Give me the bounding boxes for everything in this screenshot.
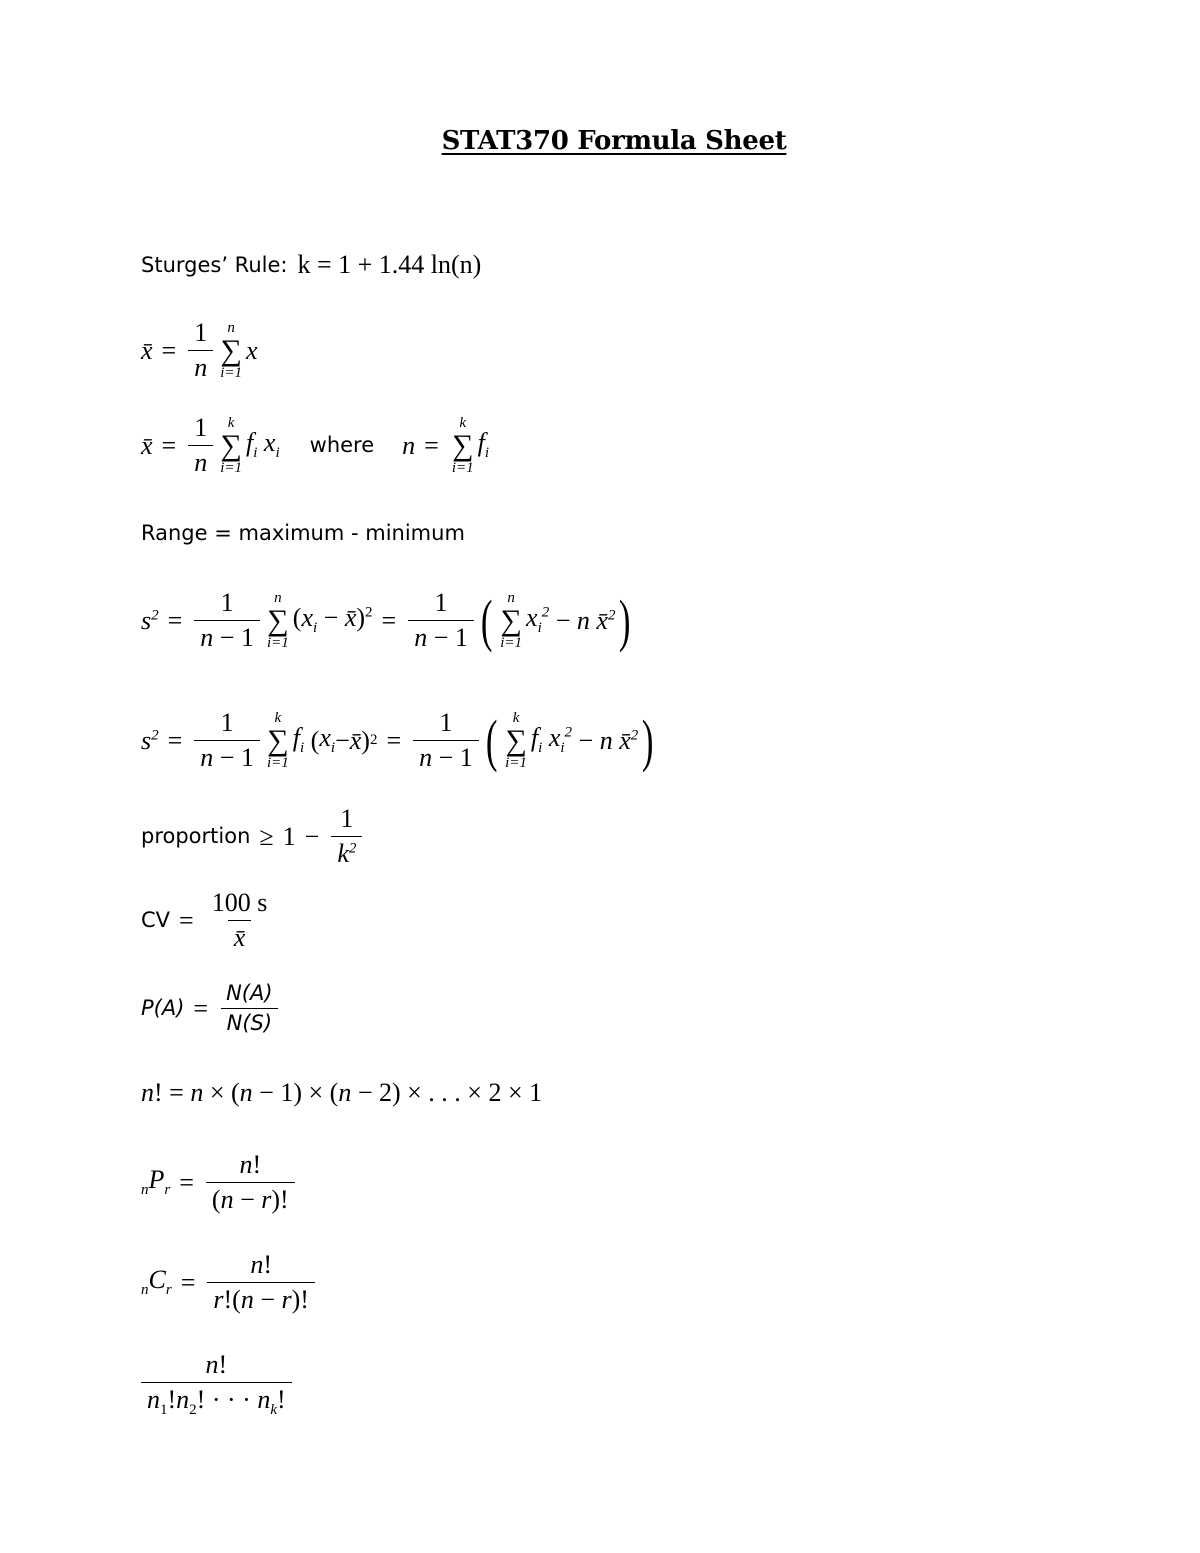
- variance-formula: $s^2$ = $\frac{1}{n - 1}$ n ∑ i=1 ($x_i$ − x̄)$^2$ = $\frac{1}{n - 1}$ ( n ∑ i=1 $x_i^2$ − n x̄$^2$ ): [141, 587, 631, 653]
- sturges-rule: [141, 252, 481, 278]
- cv-formula: CV = $\frac{100 s}{x̄}$: [141, 890, 276, 951]
- cv-label: CV: [141, 908, 171, 932]
- chebyshev-formula: proportion ≥ 1 − $\frac{1}{k^2}$: [141, 806, 365, 867]
- cv-numerator: 100 s: [211, 888, 268, 917]
- sturges-label: Sturges’ Rule:: [141, 252, 288, 277]
- permutation-formula: $_nP_r$ = $\frac{n!}{(n - r)!}$: [141, 1152, 298, 1213]
- factorial-formula: n! = n × (n − 1) × (n − 2) × . . . × 2 × 1: [141, 1078, 543, 1107]
- grouped-variance-formula: $s^2$ = $\frac{1}{n - 1}$ k ∑ i=1 $f_i$ ( $x_i$ − x̄ ) 2 = $\frac{1}{n - 1}$ ( k ∑ i=1 $f_i$ $x_i^2$ − n x̄$^2$ ): [141, 707, 654, 773]
- multinomial-formula: $\frac{n!}{n_1!n_2! \cdot \cdot \cdot n_k!}$: [141, 1352, 295, 1418]
- combination-formula: $_nC_r$ = $\frac{n!}{r!(n - r)!}$: [141, 1252, 318, 1313]
- sturges-formula: k = 1 + 1.44 ln(n): [297, 250, 482, 279]
- where-text: where: [309, 433, 375, 458]
- mean-formula: x̄ = $\frac{1}{n}$ n ∑ i=1 x: [141, 318, 258, 383]
- grouped-mean-formula: x̄ = $\frac{1}{n}$ k ∑ i=1 $f_i$ $x_i$ where n = k ∑ i=1 $f_i$: [141, 413, 490, 478]
- range-formula: Range = maximum - minimum: [141, 521, 465, 545]
- page-title: STAT370 Formula Sheet: [441, 126, 787, 156]
- proportion-label: proportion: [141, 824, 251, 848]
- probability-formula: P(A) = $\frac{N(A)}{N(S)}$: [141, 983, 282, 1034]
